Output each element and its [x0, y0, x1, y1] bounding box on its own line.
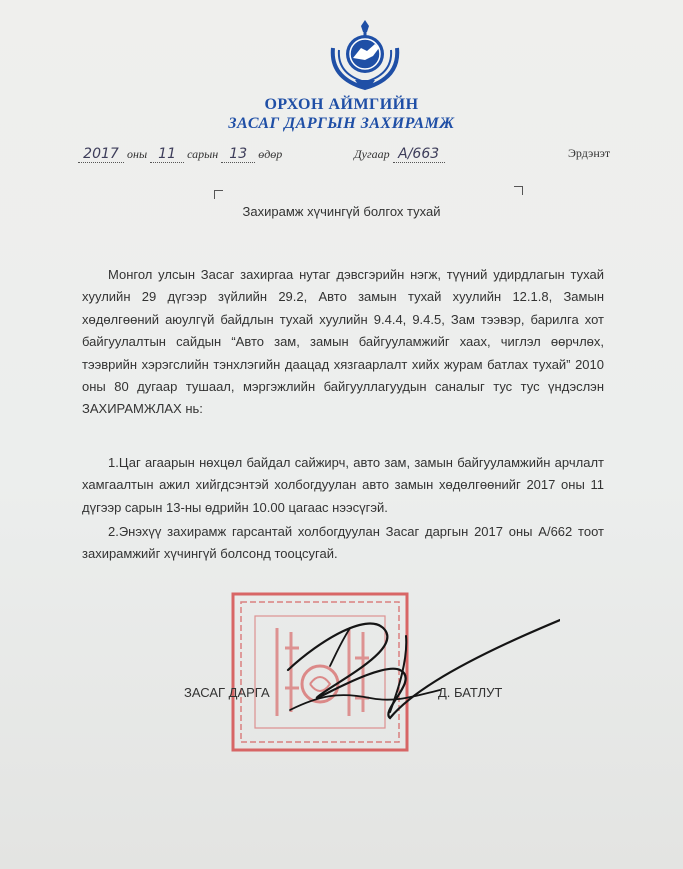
paragraph-item-2: 2.Энэхүү захирамж гарсантай холбогдуулан Засаг даргын 2017 оны А/662 тоот захирамжийг хүчингүй болсонд тооцсугай.: [82, 524, 604, 562]
bracket-right: [514, 186, 523, 195]
signatory-title: ЗАСАГ ДАРГА: [184, 685, 270, 700]
date-month: 11: [150, 146, 184, 163]
paragraph-preamble: Монгол улсын Засаг захиргаа нутаг дэвсгэрийн нэгж, түүний удирдлагын тухай хуулийн 29 дүгээр зүйлийн 29.2, Авто замын тухай хуулийн 12.1.8, Замын хөдөлгөөний аюулгүй байдлын тухай хуулийн 9.4.4, 9.4.5, Зам тээвэр, барилга хот байгуулалтын сайдын “Авто зам, замын байгууламжийг хаах, чиглэл өөрчлөх, тээврийн хэрэгслийн тэнхлэгийн даацад хязгаарлалт хийх журам батлах тухай” 2010 оны 80 дугаар тушаал, мэргэжлийн байгууллагуудын саналыг тус тус үндэслэн ЗАХИРАМЖЛАХ нь:: [82, 267, 604, 417]
handwritten-signature-icon: [230, 600, 560, 730]
place-name: Эрдэнэт: [568, 146, 611, 160]
number-label: Дугаар: [354, 147, 390, 161]
paragraph-item-1: 1.Цаг агаарын нөхцөл байдал сайжирч, авто зам, замын байгууламжийн арчлалт хамгаалтын ажил хийгдсэнтэй холбогдуулан авто замын хөдөлгөөнийг 2017 оны 11 дүгээр сарын 13-ны өдрийн 10.00 цагаас нээсүгэй.: [82, 455, 604, 515]
number-value: А/663: [393, 146, 445, 163]
date-day: 13: [221, 146, 255, 163]
bracket-left: [214, 190, 223, 199]
number-field: [354, 146, 445, 163]
date-day-suffix: өдөр: [258, 147, 283, 161]
date-year-suffix: оны: [127, 147, 148, 161]
state-emblem-icon: [325, 18, 405, 92]
org-name-line1: ОРХОН АЙМГИЙН: [264, 96, 419, 113]
org-name-line2: ЗАСАГ ДАРГЫН ЗАХИРАМЖ: [228, 115, 455, 132]
signatory-name: Д. БАТЛУТ: [438, 685, 503, 700]
document-subject: Захирамж хүчингүй болгох тухай: [242, 204, 441, 219]
date-field: [78, 146, 282, 163]
date-year: 2017: [78, 146, 124, 163]
date-month-suffix: сарын: [187, 147, 219, 161]
